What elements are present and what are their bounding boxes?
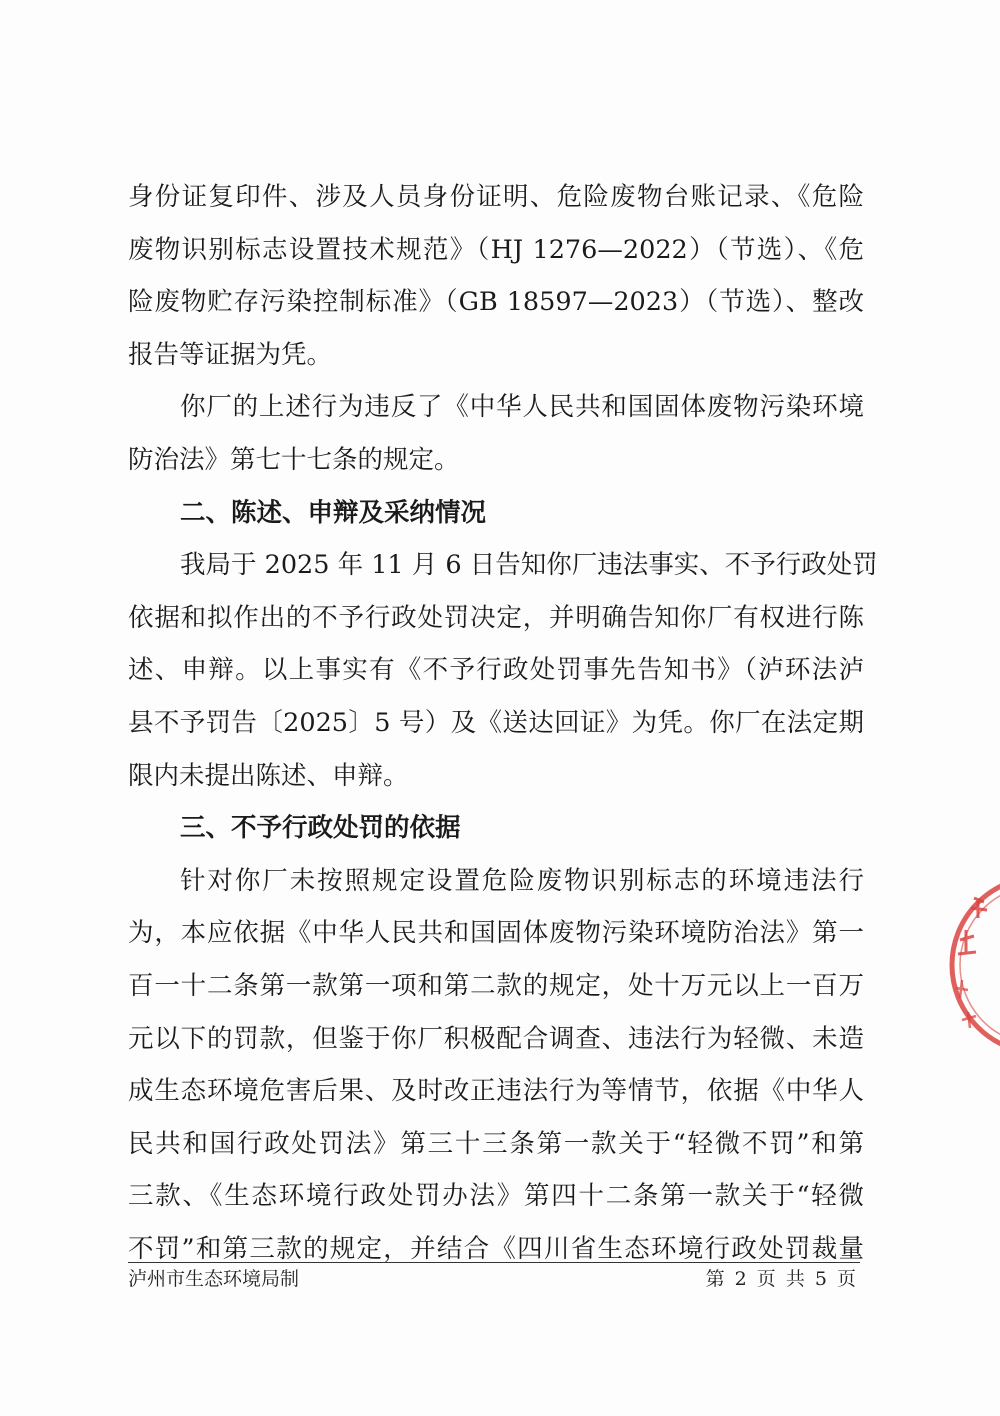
text-line: 百一十二条第一款第一项和第二款的规定，处十万元以上一百万 — [128, 970, 864, 1001]
section-heading: 二、陈述、申辩及采纳情况 — [180, 497, 487, 528]
official-seal-stamp — [944, 870, 1000, 1060]
body-text — [128, 182, 878, 1286]
section-heading: 三、不予行政处罚的依据 — [180, 813, 461, 844]
text-line: 我局于 2025 年 11 月 6 日告知你厂违法事实、不予行政处罚 — [180, 550, 878, 581]
footer-issuer: 泸州市生态环境局制 — [128, 1268, 300, 1290]
footer-divider — [128, 1262, 860, 1263]
text-line: 成生态环境危害后果、及时改正违法行为等情节，依据《中华人 — [128, 1076, 864, 1107]
text-line: 你厂的上述行为违反了《中华人民共和国固体废物污染环境 — [180, 392, 864, 423]
text-line: 报告等证据为凭。 — [128, 339, 333, 370]
text-line: 民共和国行政处罚法》第三十三条第一款关于“轻微不罚”和第 — [128, 1128, 864, 1159]
text-line: 为，本应依据《中华人民共和国固体废物污染环境防治法》第一 — [128, 918, 864, 949]
page-number: 第 2 页 共 5 页 — [705, 1268, 856, 1290]
text-line: 废物识别标志设置技术规范》（HJ 1276—2022）（节选）、《危 — [128, 234, 864, 265]
text-line: 身份证复印件、涉及人员身份证明、危险废物台账记录、《危险 — [128, 182, 864, 212]
text-line: 险废物贮存污染控制标准》（GB 18597—2023）（节选）、整改 — [128, 287, 864, 318]
text-line: 述、申辩。以上事实有《不予行政处罚事先告知书》（泸环法泸 — [128, 655, 864, 686]
text-line: 元以下的罚款，但鉴于你厂积极配合调查、违法行为轻微、未造 — [128, 1023, 864, 1054]
text-line: 依据和拟作出的不予行政处罚决定，并明确告知你厂有权进行陈 — [128, 602, 864, 633]
text-line: 针对你厂未按照规定设置危险废物识别标志的环境违法行 — [180, 865, 864, 896]
text-line: 三款、《生态环境行政处罚办法》第四十二条第一款关于“轻微 — [128, 1181, 864, 1212]
text-line: 防治法》第七十七条的规定。 — [128, 444, 460, 475]
text-line: 限内未提出陈述、申辩。 — [128, 760, 409, 791]
text-line: 不罚”和第三款的规定，并结合《四川省生态环境行政处罚裁量 — [128, 1233, 864, 1264]
text-line: 县不予罚告〔2025〕5 号）及《送达回证》为凭。你厂在法定期 — [128, 707, 864, 738]
